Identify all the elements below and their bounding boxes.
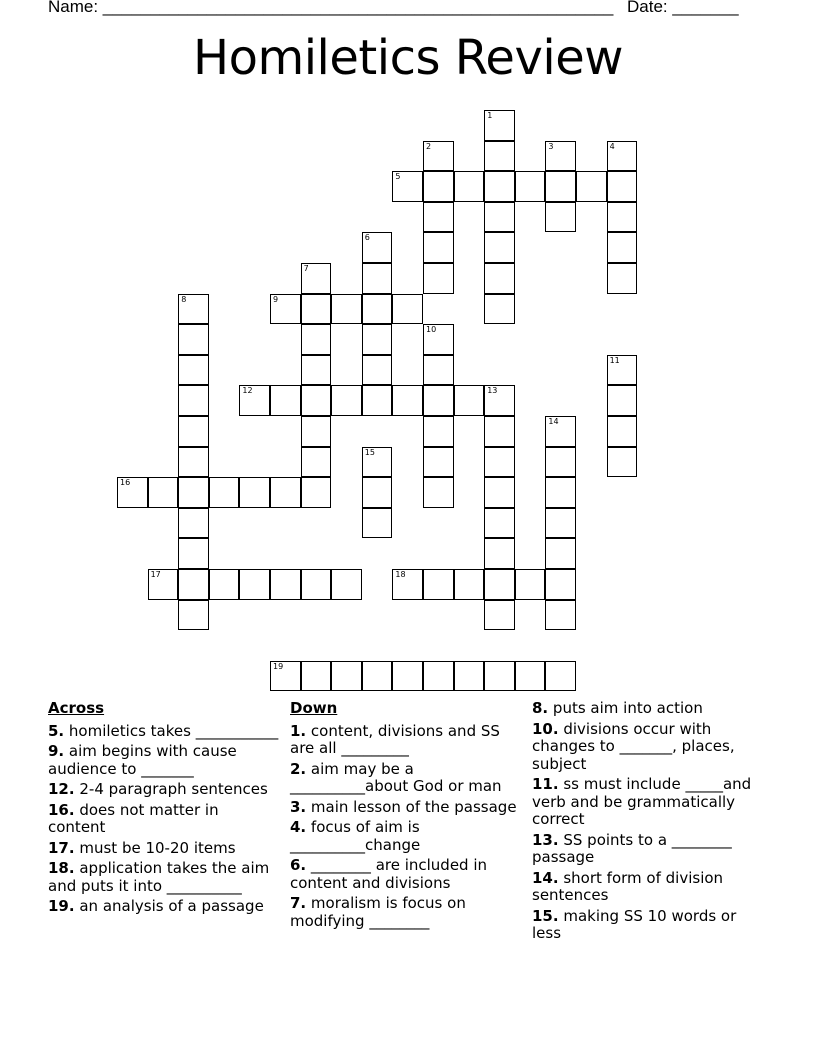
grid-cell[interactable] [607,263,638,294]
clue-down-3: 3. main lesson of the passage [290,797,517,816]
grid-cell[interactable] [545,202,576,233]
grid-cell[interactable] [454,661,485,692]
grid-cell[interactable] [515,661,546,692]
grid-cell[interactable] [270,294,301,325]
clue-number: 12 [242,386,253,396]
grid-cell[interactable] [270,661,301,692]
date-field-label: Date: _______ [627,0,739,16]
grid-cell[interactable] [607,355,638,386]
grid-cell[interactable] [301,447,332,478]
grid-cell[interactable] [423,202,454,233]
grid-cell[interactable] [423,141,454,172]
grid-cell[interactable] [484,232,515,263]
grid-cell[interactable] [331,661,362,692]
grid-cell[interactable] [545,661,576,692]
grid-cell[interactable] [331,385,362,416]
grid-cell[interactable] [178,538,209,569]
grid-cell[interactable] [209,569,240,600]
grid-cell[interactable] [301,263,332,294]
grid-cell[interactable] [239,385,270,416]
grid-cell[interactable] [362,324,393,355]
grid-cell[interactable] [607,232,638,263]
grid-cell[interactable] [423,324,454,355]
grid-cell[interactable] [423,477,454,508]
clue-across-16: 16. does not matter in content [48,800,219,836]
clue-number: 17 [150,570,161,579]
clue-number: 16 [120,478,131,488]
clue-number: 10 [426,325,437,335]
grid-cell[interactable] [301,416,332,447]
grid-cell[interactable] [423,263,454,294]
grid-cell[interactable] [331,569,362,600]
clue-number: 4 [609,141,615,151]
clue-down-2: 2. aim may be a __________about God or man [290,759,502,795]
grid-cell[interactable] [484,569,515,600]
grid-cell[interactable] [301,661,332,692]
grid-cell[interactable] [545,508,576,539]
grid-cell[interactable] [178,477,209,508]
across-clues [48,700,280,919]
clue-number: 15 [364,447,375,457]
grid-cell[interactable] [484,141,515,172]
clue-number: 2 [426,141,432,151]
grid-cell[interactable] [545,416,576,447]
grid-cell[interactable] [178,447,209,478]
grid-cell[interactable] [392,661,423,692]
across-heading: Across [48,699,105,717]
grid-cell[interactable] [607,171,638,202]
grid-cell[interactable] [392,294,423,325]
grid-cell[interactable] [117,477,148,508]
grid-cell[interactable] [362,232,393,263]
grid-cell[interactable] [423,385,454,416]
grid-cell[interactable] [178,416,209,447]
clue-down-10: 10. divisions occur with changes to _______, places, subject [532,719,735,773]
grid-cell[interactable] [545,600,576,631]
grid-cell[interactable] [301,477,332,508]
clue-number: 6 [364,233,370,243]
grid-cell[interactable] [454,171,485,202]
grid-cell[interactable] [423,416,454,447]
clue-across-18: 18. application takes the aim and puts it into __________ [48,859,270,895]
clue-number: 19 [273,661,284,671]
grid-cell[interactable] [454,569,485,600]
page-title: Homiletics Review [193,30,623,86]
grid-cell[interactable] [362,447,393,478]
grid-cell[interactable] [270,385,301,416]
clue-down-15: 15. making SS 10 words or less [532,906,737,942]
grid-cell[interactable] [484,600,515,631]
grid-cell[interactable] [515,569,546,600]
clue-down-8: 8. puts aim into action [532,699,703,717]
grid-cell[interactable] [392,171,423,202]
grid-cell[interactable] [484,538,515,569]
grid-cell[interactable] [301,385,332,416]
clue-down-11: 11. ss must include _____and verb and be grammatically correct [532,775,752,828]
grid-cell[interactable] [423,355,454,386]
grid-cell[interactable] [301,355,332,386]
down-heading: Down [290,699,338,717]
grid-cell[interactable] [484,171,515,202]
grid-cell[interactable] [545,171,576,202]
grid-cell[interactable] [545,447,576,478]
grid-cell[interactable] [545,477,576,508]
grid-cell[interactable] [607,416,638,447]
grid-cell[interactable] [362,294,393,325]
down-clues-continued [532,700,764,946]
clue-number: 11 [609,355,620,365]
grid-cell[interactable] [515,171,546,202]
clue-across-5: 5. homiletics takes ___________ [48,721,279,740]
clue-down-7: 7. moralism is focus on modifying ________ [290,894,466,930]
grid-cell[interactable] [392,385,423,416]
grid-cell[interactable] [484,110,515,141]
clue-number: 9 [273,294,279,304]
grid-cell[interactable] [362,385,393,416]
grid-cell[interactable] [484,477,515,508]
grid-cell[interactable] [607,385,638,416]
grid-cell[interactable] [178,385,209,416]
clue-across-12: 12. 2-4 paragraph sentences [48,780,268,798]
grid-cell[interactable] [545,569,576,600]
clue-across-19: 19. an analysis of a passage [48,897,264,915]
grid-cell[interactable] [484,263,515,294]
grid-cell[interactable] [301,569,332,600]
grid-cell[interactable] [607,141,638,172]
grid-cell[interactable] [178,355,209,386]
grid-cell[interactable] [301,324,332,355]
grid-cell[interactable] [423,447,454,478]
clue-across-17: 17. must be 10-20 items [48,838,236,857]
grid-cell[interactable] [148,477,179,508]
grid-cell[interactable] [270,569,301,600]
grid-cell[interactable] [484,447,515,478]
grid-cell[interactable] [178,569,209,600]
grid-cell[interactable] [178,508,209,539]
clue-number: 5 [395,172,401,182]
grid-cell[interactable] [423,661,454,692]
grid-cell[interactable] [423,171,454,202]
grid-cell[interactable] [239,477,270,508]
grid-cell[interactable] [362,355,393,386]
grid-cell[interactable] [362,263,393,294]
grid-cell[interactable] [607,447,638,478]
grid-cell[interactable] [239,569,270,600]
clue-down-14: 14. short form of division sentences [532,868,724,904]
clue-down-4: 4. focus of aim is __________change [290,818,421,854]
grid-cell[interactable] [454,385,485,416]
grid-cell[interactable] [545,141,576,172]
grid-cell[interactable] [178,294,209,325]
grid-cell[interactable] [148,569,179,600]
down-clues [290,700,522,933]
clue-number: 14 [548,417,559,426]
grid-cell[interactable] [545,538,576,569]
grid-cell[interactable] [331,294,362,325]
clue-number: 3 [548,141,554,151]
clue-number: 13 [487,386,498,396]
grid-cell[interactable] [392,569,423,600]
name-field-label: Name: ______________________________________________________ [48,0,614,16]
grid-cell[interactable] [423,569,454,600]
grid-cell[interactable] [484,294,515,325]
clue-number: 7 [303,264,309,273]
grid-cell[interactable] [178,600,209,631]
clue-down-6: 6. ________ are included in content and divisions [290,856,488,892]
grid-cell[interactable] [484,416,515,447]
grid-cell[interactable] [484,508,515,539]
grid-cell[interactable] [576,171,607,202]
grid-cell[interactable] [484,661,515,692]
grid-cell[interactable] [209,477,240,508]
clue-number: 18 [395,570,406,579]
grid-cell[interactable] [301,294,332,325]
clue-down-13: 13. SS points to a ________ passage [532,830,732,866]
grid-cell[interactable] [270,477,301,508]
clue-number: 1 [487,111,493,120]
grid-cell[interactable] [484,385,515,416]
clue-across-9: 9. aim begins with cause audience to _______ [48,742,237,778]
clue-number: 8 [181,294,187,304]
clue-down-1: 1. content, divisions and SS are all _________ [290,721,500,757]
grid-cell[interactable] [484,202,515,233]
grid-cell[interactable] [362,508,393,539]
grid-cell[interactable] [423,232,454,263]
grid-cell[interactable] [362,477,393,508]
grid-cell[interactable] [362,661,393,692]
grid-cell[interactable] [178,324,209,355]
grid-cell[interactable] [607,202,638,233]
